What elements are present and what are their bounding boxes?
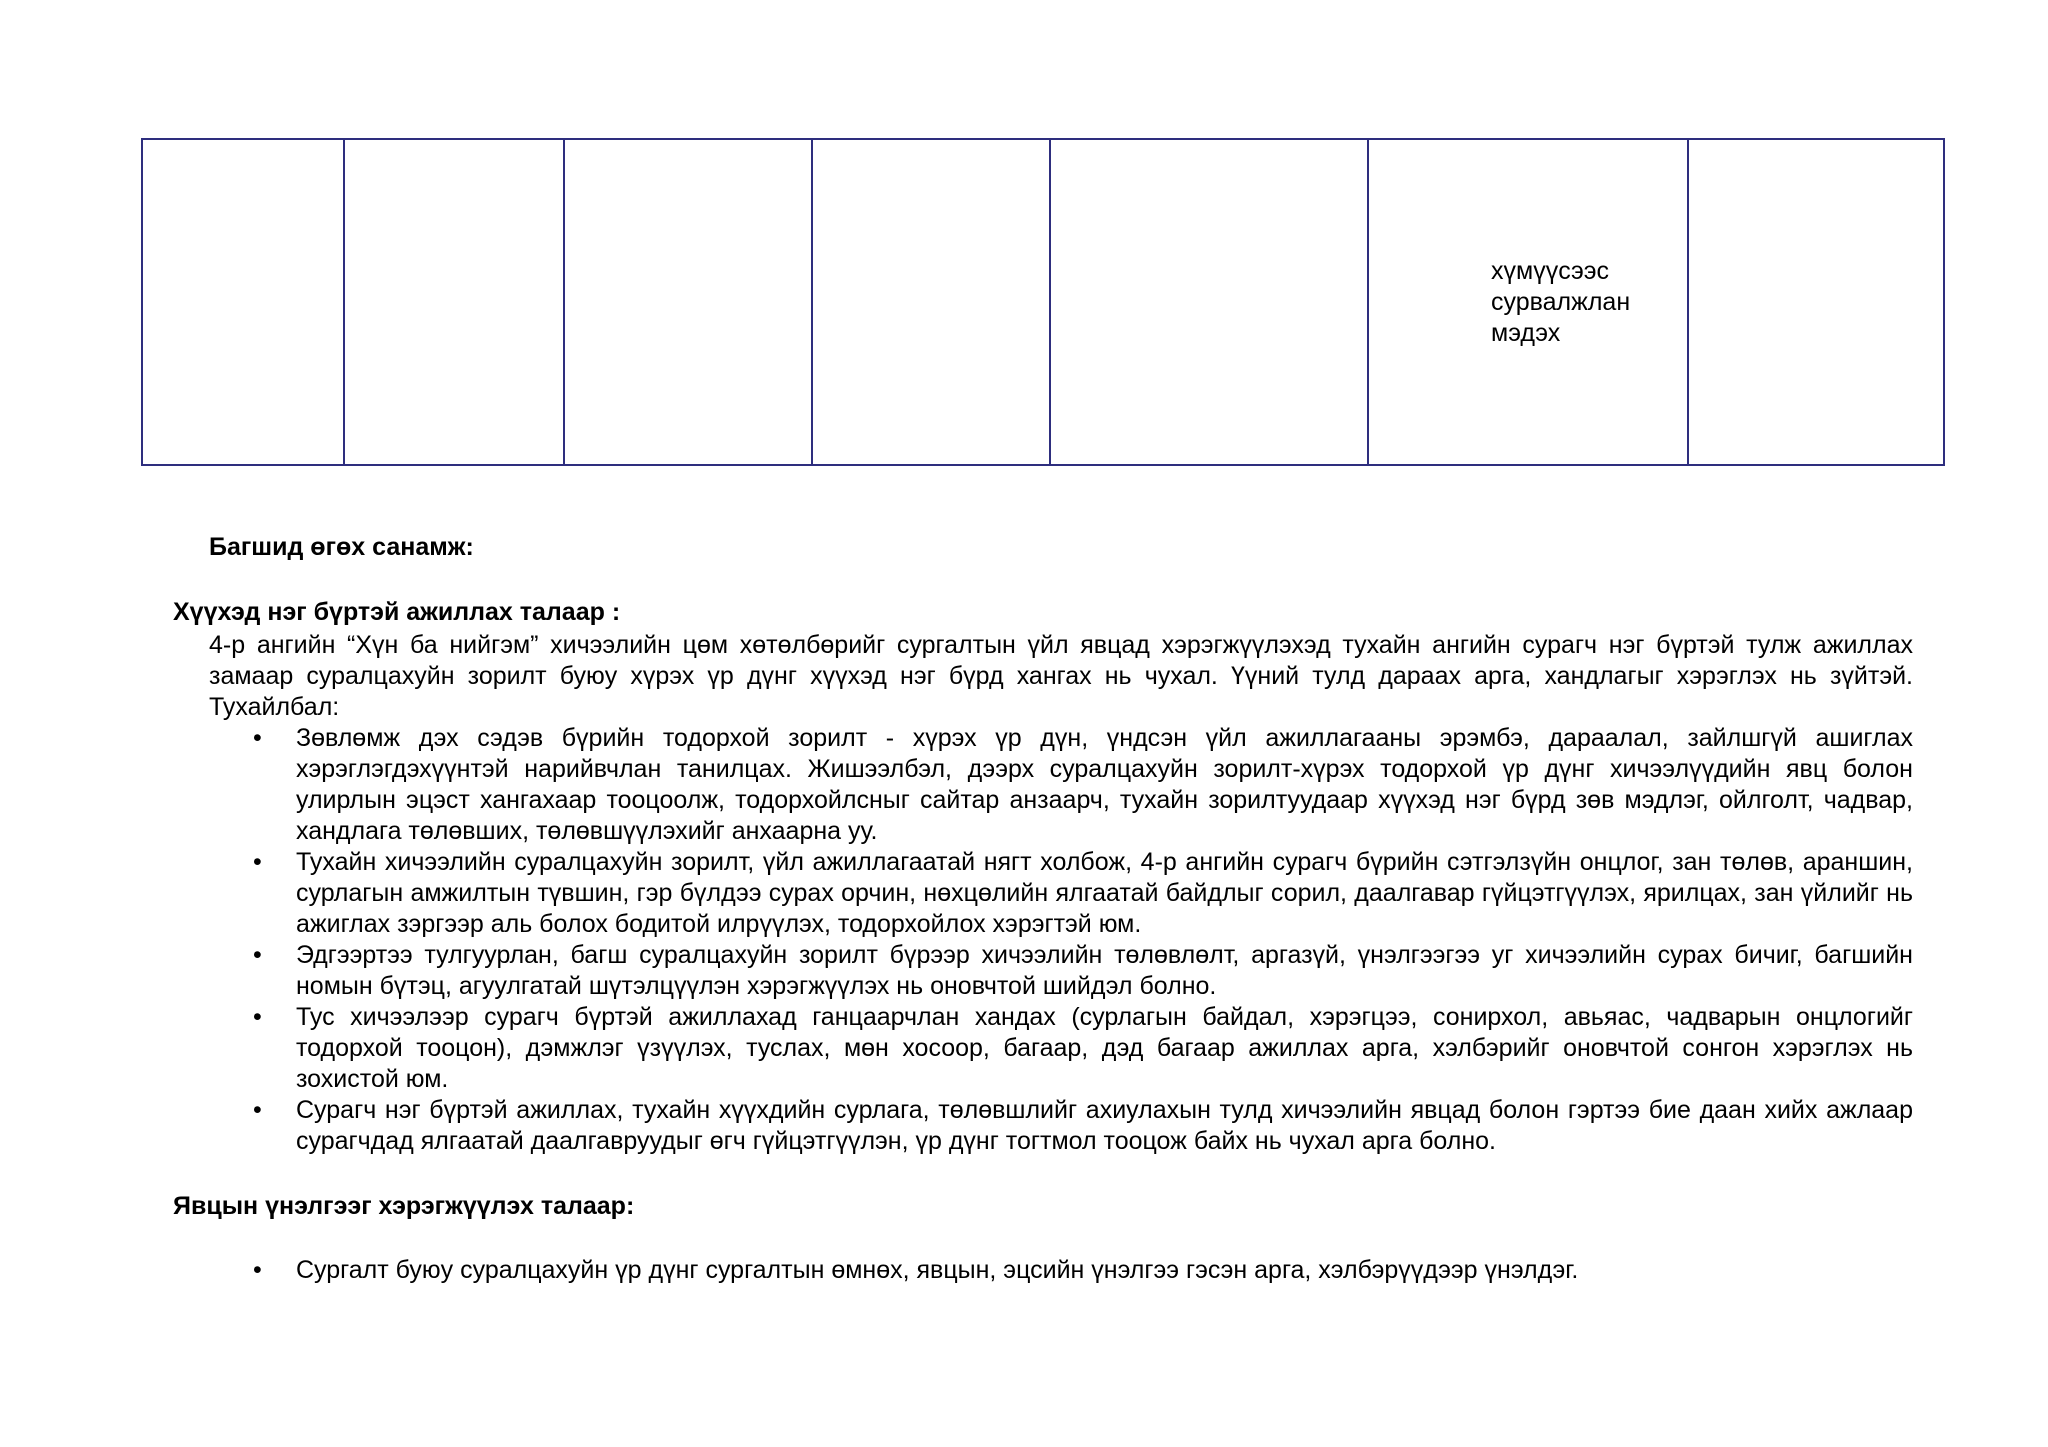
table-cell bbox=[564, 139, 812, 465]
table-cell bbox=[142, 139, 344, 465]
teacher-note-heading: Багшид өгөх санамж: bbox=[209, 533, 474, 561]
section-intro-paragraph: 4-р ангийн “Хүн ба нийгэм” хичээлийн цөм хөтөлбөрийг сургалтын үйл явцад хэрэгжүүлэхэд тухайн ангийн сурагч нэг бүртэй тулж ажиллах замаар суралцахуйн зорилт буюу хүрэх үр дүнг хүүхэд нэг бүрд хангах нь чухал. Үүний тулд дараах арга, хандлагыг хэрэглэх нь зүйтэй. Тухайлбал: bbox=[209, 631, 1913, 721]
table-cell bbox=[1688, 139, 1944, 465]
table-cell bbox=[812, 139, 1050, 465]
list-item-text: Тухайн хичээлийн суралцахуйн зорилт, үйл ажиллагаатай нягт холбож, 4-р ангийн сурагч бүрийн сэтгэлзүйн онцлог, зан төлөв, араншин, сурлагын амжилтын түвшин, гэр бүлдээ сурах орчин, нөхцөлийн ялгаатай байдлыг сорил, даалгавар гүйцэтгүүлэх, ярилцах, зан үйлийг нь ажиглах зэргээр аль болох бодитой илрүүлэх, тодорхойлох хэрэгтэй юм. bbox=[296, 848, 1913, 938]
list-item bbox=[209, 1002, 1913, 1095]
table-cell bbox=[344, 139, 564, 465]
cell-line: хүмүүсээс bbox=[1491, 257, 1609, 285]
cell-line: мэдэх bbox=[1491, 319, 1561, 347]
list-item bbox=[209, 847, 1913, 940]
section-heading-formative-assessment: Явцын үнэлгээг хэрэгжүүлэх талаар: bbox=[173, 1192, 635, 1220]
bullet-icon: • bbox=[253, 1256, 262, 1284]
list-item-text: Тус хичээлээр сурагч бүртэй ажиллахад ганцаарчлан хандах (сурлагын байдал, хэрэгцээ, сонирхол, авьяас, чадварын онцлогийг тодорхой тооцон), дэмжлэг үзүүлэх, туслах, мөн хосоор, багаар, дэд багаар ажиллах арга, хэлбэрийг оновчтой сонгон хэрэглэх нь зохистой юм. bbox=[296, 1003, 1913, 1093]
cell-line: сурвалжлан bbox=[1491, 288, 1631, 316]
bullet-icon: • bbox=[253, 1003, 262, 1031]
bullet-icon: • bbox=[253, 941, 262, 969]
bullet-icon: • bbox=[253, 1096, 262, 1124]
bullet-list-individual-work bbox=[209, 723, 1913, 1157]
bullet-list-formative-assessment bbox=[209, 1255, 1913, 1286]
table-row bbox=[142, 139, 1944, 465]
table-cell bbox=[1050, 139, 1368, 465]
list-item bbox=[209, 940, 1913, 1002]
table-fragment bbox=[141, 138, 1945, 466]
section-heading-individual-work: Хүүхэд нэг бүртэй ажиллах талаар : bbox=[173, 598, 621, 626]
bullet-icon: • bbox=[253, 848, 262, 876]
list-item-text: Зөвлөмж дэх сэдэв бүрийн тодорхой зорилт - хүрэх үр дүн, үндсэн үйл ажиллагааны эрэмбэ, дараалал, зайлшгүй ашиглах хэрэглэгдэхүүнтэй нарийвчлан танилцах. Жишээлбэл, дээрх суралцахуйн зорилт-хүрэх тодорхой үр дүнг хичээлүүдийн явц болон улирлын эцэст хангахаар тооцоолж, тодорхойлсныг сайтар анзаарч, тухайн зорилтуудаар хүүхэд нэг бүрд зөв мэдлэг, ойлголт, чадвар, хандлага төлөвших, төлөвшүүлэхийг анхаарна уу. bbox=[296, 724, 1913, 845]
list-item bbox=[209, 1095, 1913, 1157]
bullet-icon: • bbox=[253, 724, 262, 752]
list-item-text: Эдгээртээ тулгуурлан, багш суралцахуйн зорилт бүрээр хичээлийн төлөвлөлт, аргазүй, үнэлгээгээ уг хичээлийн сурах бичиг, багшийн номын бүтэц, агуулгатай шүтэлцүүлэн хэрэгжүүлэх нь оновчтой шийдэл болно. bbox=[296, 941, 1913, 1000]
list-item bbox=[209, 1255, 1913, 1286]
list-item-text: Сурагч нэг бүртэй ажиллах, тухайн хүүхдийн сурлага, төлөвшлийг ахиулахын тулд хичээлийн явцад болон гэртээ бие даан хийх ажлаар сурагчдад ялгаатай даалгавруудыг өгч гүйцэтгүүлэн, үр дүнг тогтмол тооцож байх нь чухал арга болно. bbox=[296, 1096, 1913, 1155]
list-item-text: Сургалт буюу суралцахуйн үр дүнг сургалтын өмнөх, явцын, эцсийн үнэлгээ гэсэн арга, хэлбэрүүдээр үнэлдэг. bbox=[296, 1256, 1579, 1284]
list-item bbox=[209, 723, 1913, 847]
table-cell-text bbox=[1491, 256, 1671, 349]
